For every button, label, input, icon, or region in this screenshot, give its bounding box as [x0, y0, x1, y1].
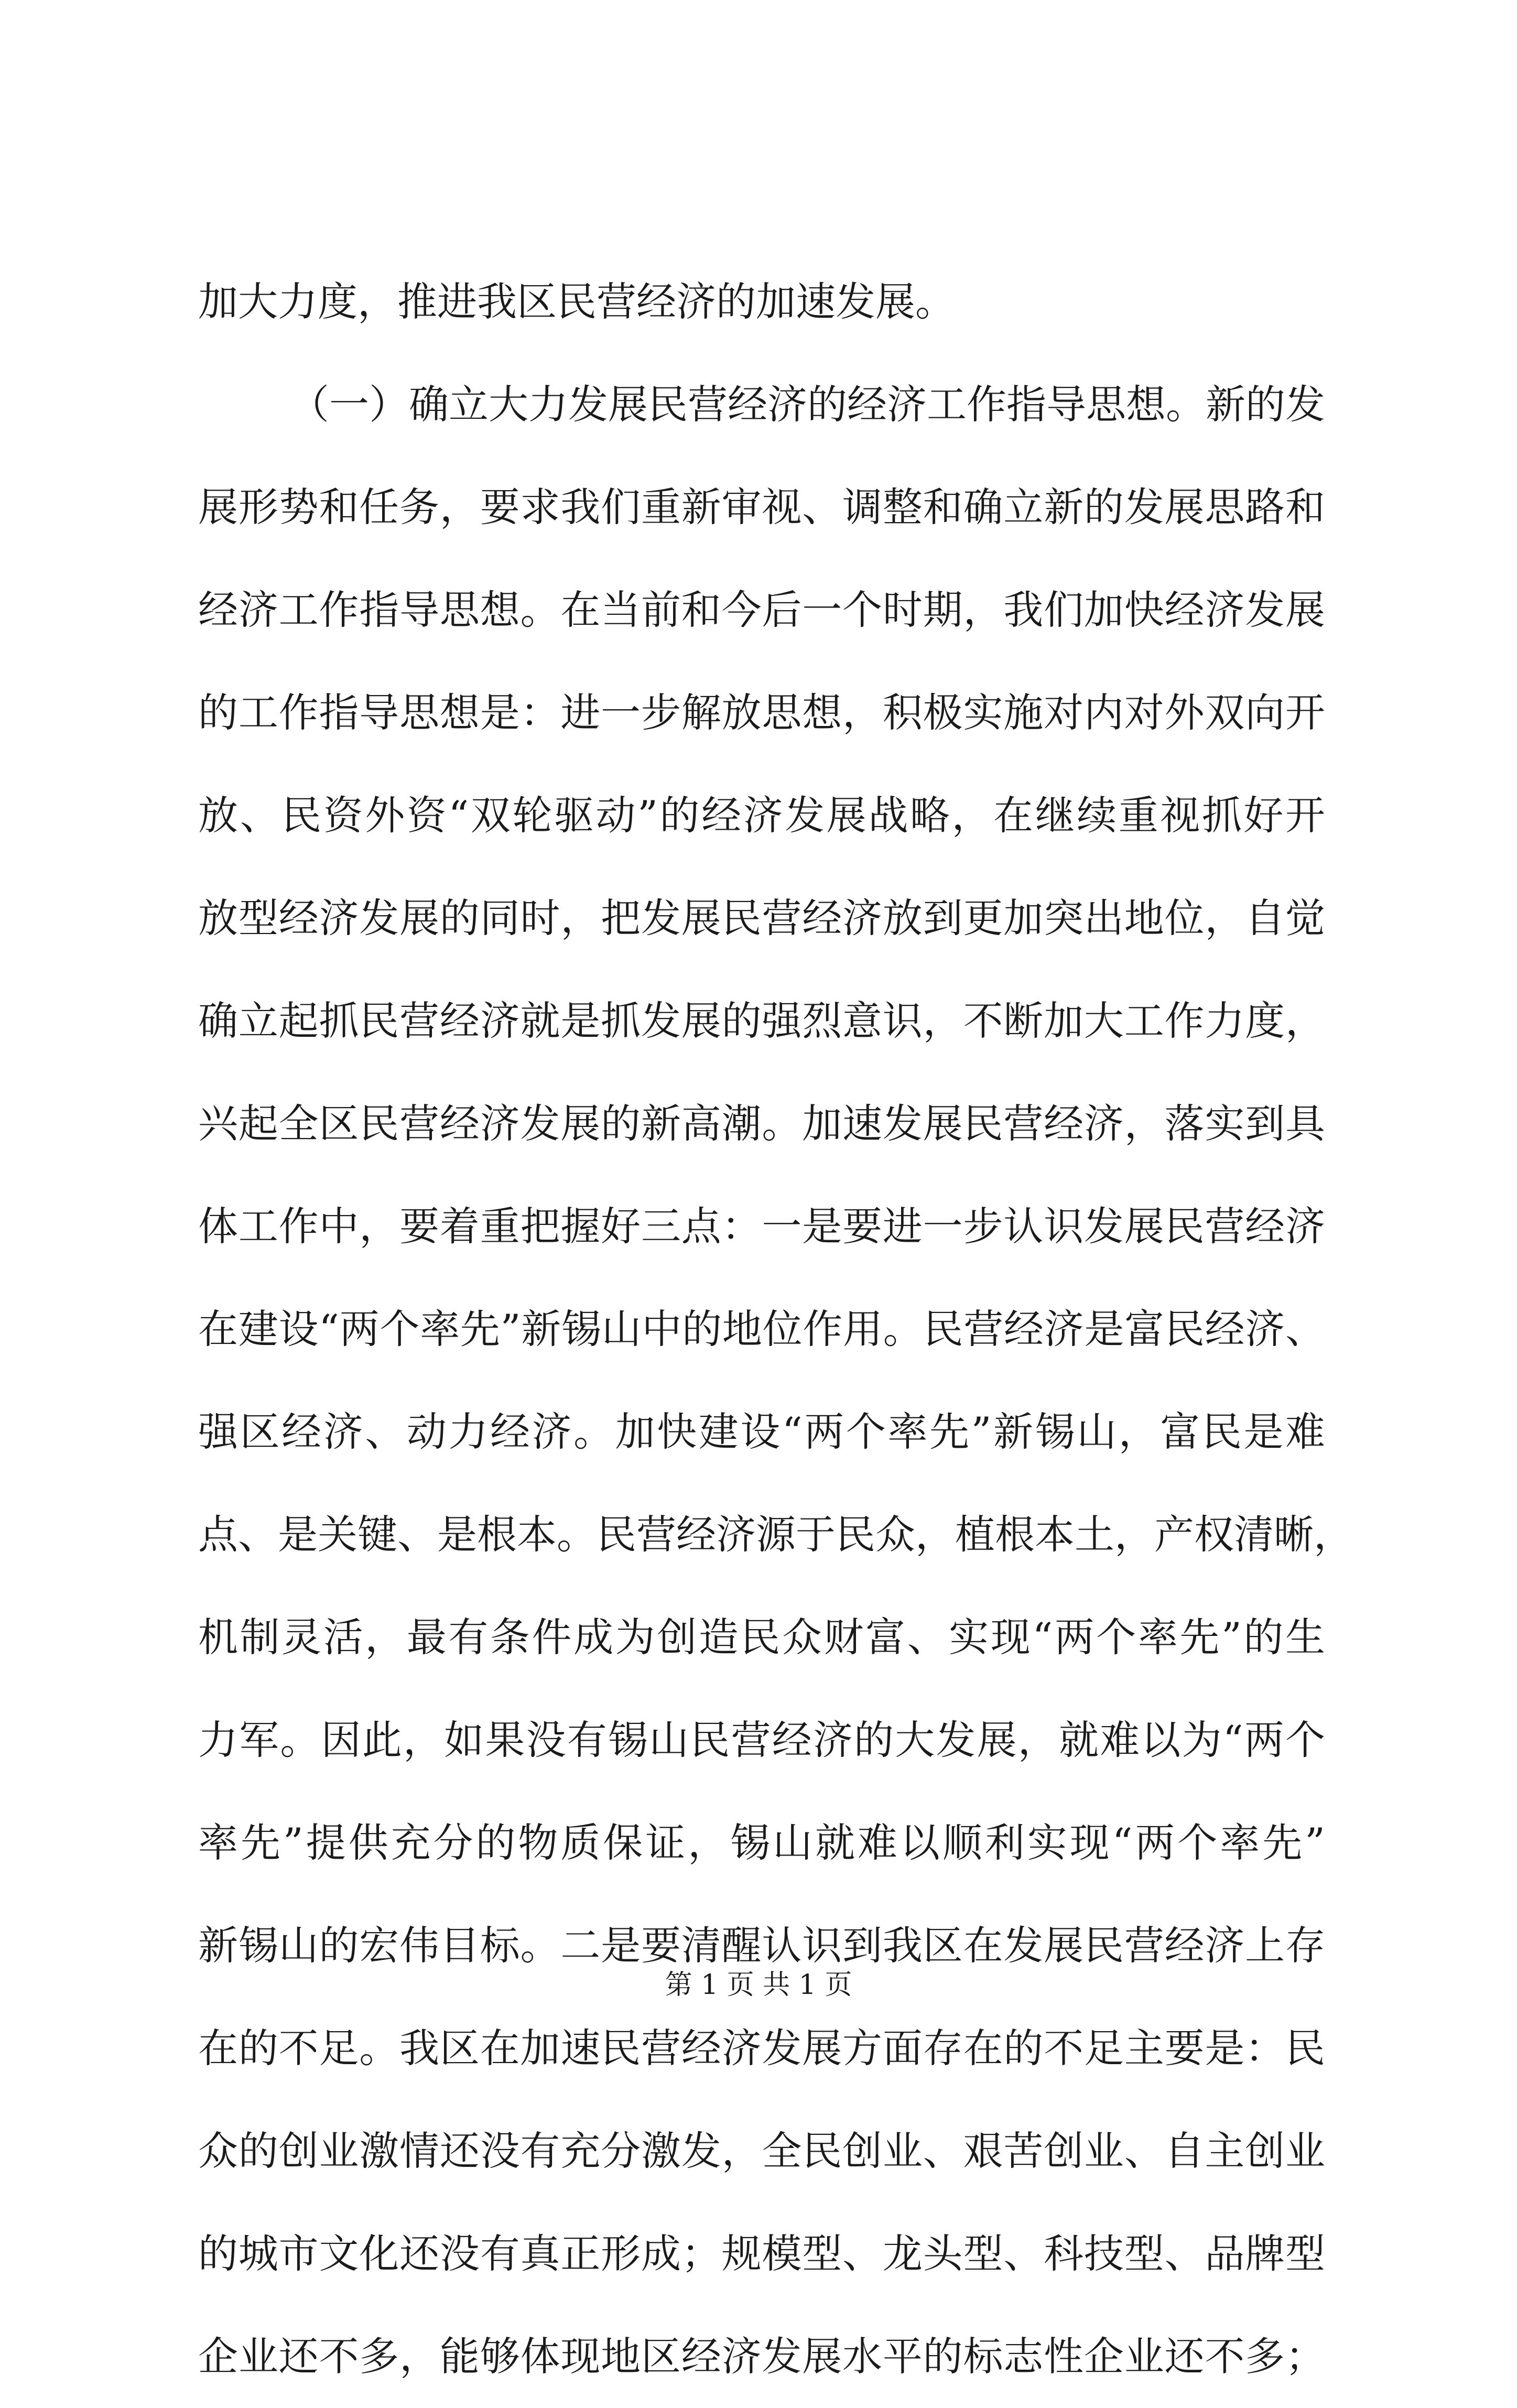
text-line: 力军。因此，如果没有锡山民营经济的大发展，就难以为“两个: [198, 1717, 1325, 1763]
text-line: 强区经济、动力经济。加快建设“两个率先”新锡山，富民是难: [198, 1408, 1325, 1455]
text-line: 确立起抓民营经济就是抓发展的强烈意识，不断加大工作力度，: [198, 997, 1325, 1044]
text-line: 兴起全区民营经济发展的新高潮。加速发展民营经济，落实到具: [198, 1100, 1325, 1147]
text-line: 体工作中，要着重把握好三点：一是要进一步认识发展民营经济: [198, 1203, 1325, 1250]
text-line: 企业还不多，能够体现地区经济发展水平的标志性企业还不多；: [198, 2333, 1325, 2380]
text-line: 在的不足。我区在加速民营经济发展方面存在的不足主要是：民: [198, 2025, 1325, 2071]
page-footer: 第 1 页 共 1 页: [665, 1969, 852, 2001]
text-line: 经济工作指导思想。在当前和今后一个时期，我们加快经济发展: [198, 587, 1325, 633]
text-line: 点、是关键、是根本。民营经济源于民众，植根本土，产权清晰，: [198, 1511, 1353, 1558]
text-line: 的城市文化还没有真正形成；规模型、龙头型、科技型、品牌型: [198, 2230, 1325, 2277]
body-text: [198, 251, 1353, 2408]
text-line: 放型经济发展的同时，把发展民营经济放到更加突出地位，自觉: [198, 895, 1325, 941]
text-line: 新锡山的宏伟目标。二是要清醒认识到我区在发展民营经济上存: [198, 1922, 1325, 1969]
text-line: 的工作指导思想是：进一步解放思想，积极实施对内对外双向开: [198, 689, 1325, 736]
text-line: 放、民资外资“双轮驱动”的经济发展战略，在继续重视抓好开: [198, 792, 1325, 839]
text-line: 机制灵活，最有条件成为创造民众财富、实现“两个率先”的生: [198, 1614, 1325, 1661]
text-line: 展形势和任务，要求我们重新审视、调整和确立新的发展思路和: [198, 484, 1325, 530]
text-line: 在建设“两个率先”新锡山中的地位作用。民营经济是富民经济、: [198, 1306, 1325, 1352]
text-line: （一）确立大力发展民营经济的经济工作指导思想。新的发: [289, 381, 1325, 428]
text-line: 加大力度，推进我区民营经济的加速发展。: [198, 278, 955, 325]
text-line: 众的创业激情还没有充分激发，全民创业、艰苦创业、自主创业: [198, 2128, 1325, 2174]
text-line: 率先”提供充分的物质保证，锡山就难以顺利实现“两个率先”: [198, 1819, 1325, 1866]
